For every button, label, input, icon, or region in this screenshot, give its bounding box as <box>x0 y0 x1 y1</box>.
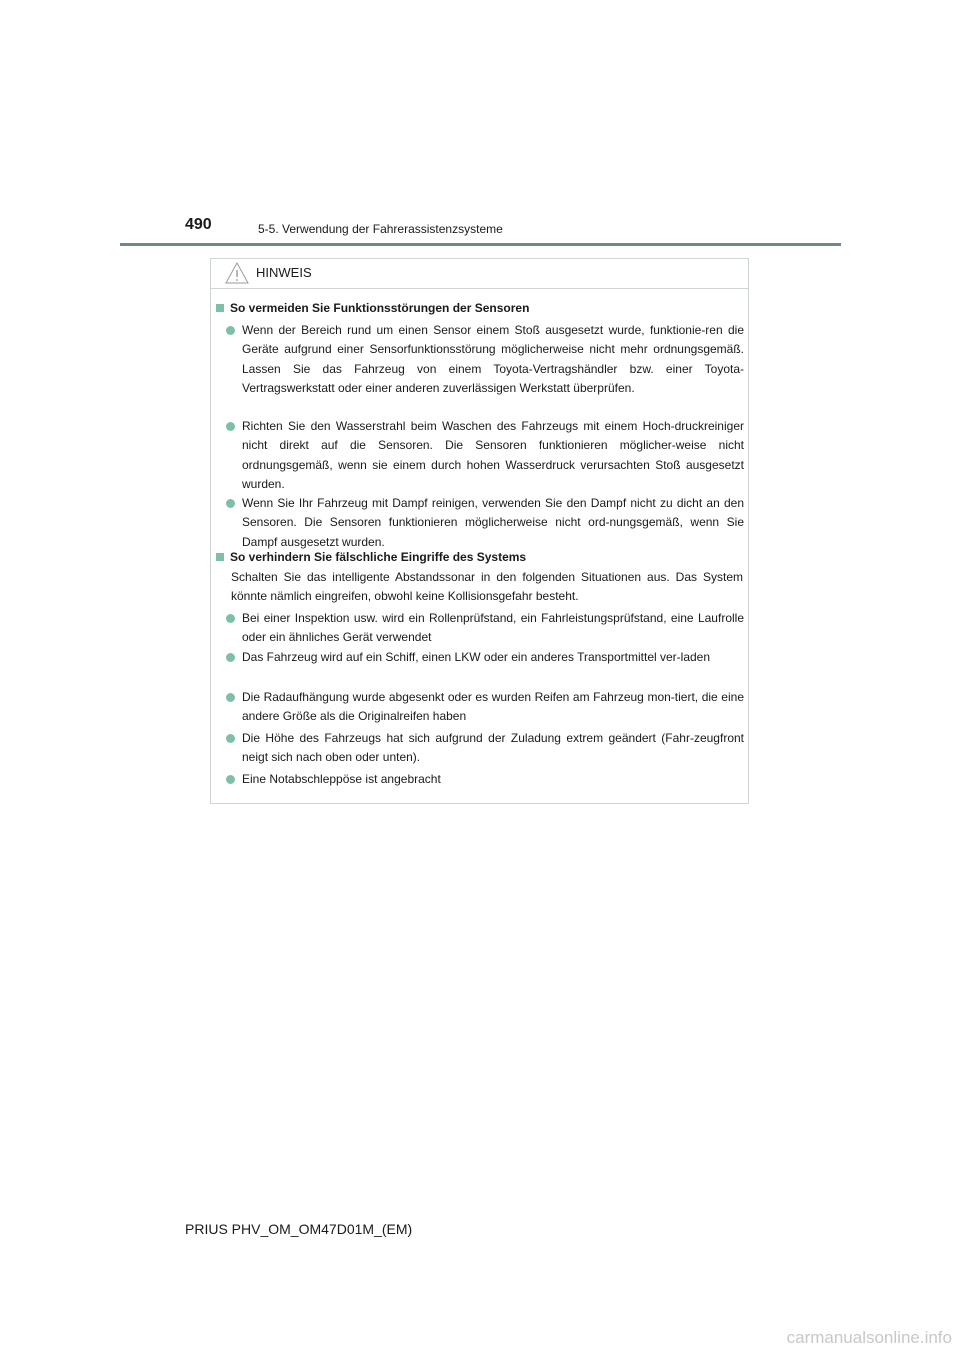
list-item: Das Fahrzeug wird auf ein Schiff, einen LKW oder ein anderes Transportmittel ver-laden <box>226 648 744 667</box>
header-divider <box>120 243 841 246</box>
list-item: Eine Notabschleppöse ist angebracht <box>226 770 744 789</box>
topic-heading-sensor-malfunction: So vermeiden Sie Funktionsstörungen der Sensoren <box>216 299 529 318</box>
document-code: PRIUS PHV_OM_OM47D01M_(EM) <box>185 1221 413 1237</box>
section-title: 5-5. Verwendung der Fahrerassistenzsysteme <box>258 222 503 236</box>
square-bullet-icon <box>216 304 224 312</box>
round-bullet-icon <box>226 614 235 623</box>
list-item: Bei einer Inspektion usw. wird ein Rollenprüfstand, ein Fahrleistungsprüfstand, eine Laufrolle oder ein ähnliches Gerät verwendet <box>226 609 744 648</box>
notice-box <box>210 258 749 804</box>
list-item: Wenn der Bereich rund um einen Sensor einem Stoß ausgesetzt wurde, funktionie-ren die Geräte aufgrund einer Sensorfunktionsstörung möglicherweise nicht mehr ordnungsgemäß. Lassen Sie das Fahrzeug von einem Toyota-Vertragshändler bzw. einer Toyota-Vertragswerkstatt oder einer anderen zuverlässigen Werkstatt überprüfen. <box>226 321 744 398</box>
round-bullet-icon <box>226 499 235 508</box>
list-item: Wenn Sie Ihr Fahrzeug mit Dampf reinigen, verwenden Sie den Dampf nicht zu dicht an den Sensoren. Die Sensoren funktionieren möglicherweise nicht ord-nungsgemäß, wenn Sie Dampf ausgesetzt wurden. <box>226 494 744 552</box>
notice-header <box>211 259 748 289</box>
watermark: carmanualsonline.info <box>786 1328 952 1347</box>
topic-heading-false-interventions: So verhindern Sie fälschliche Eingriffe des Systems <box>216 548 526 567</box>
round-bullet-icon <box>226 775 235 784</box>
page-number: 490 <box>185 216 212 233</box>
warning-triangle-icon <box>225 261 249 285</box>
topic-intro: Schalten Sie das intelligente Abstandssonar in den folgenden Situationen aus. Das System könnte nämlich eingreifen, obwohl keine Kollisionsgefahr besteht. <box>231 570 743 604</box>
round-bullet-icon <box>226 326 235 335</box>
round-bullet-icon <box>226 422 235 431</box>
notice-title: HINWEIS <box>256 265 312 280</box>
list-item: Die Höhe des Fahrzeugs hat sich aufgrund der Zuladung extrem geändert (Fahr-zeugfront neigt sich nach oben oder unten). <box>226 729 744 768</box>
round-bullet-icon <box>226 734 235 743</box>
page-header <box>0 0 960 250</box>
square-bullet-icon <box>216 553 224 561</box>
list-item: Richten Sie den Wasserstrahl beim Waschen des Fahrzeugs mit einem Hoch-druckreiniger nicht direkt auf die Sensoren. Die Sensoren funktionieren möglicher-weise nicht ordnungsgemäß, wenn sie einem durch hohen Wasserdruck verursachten Stoß ausgesetzt wurden. <box>226 417 744 494</box>
round-bullet-icon <box>226 653 235 662</box>
list-item: Die Radaufhängung wurde abgesenkt oder es wurden Reifen am Fahrzeug mon-tiert, die eine andere Größe als die Originalreifen haben <box>226 688 744 727</box>
round-bullet-icon <box>226 693 235 702</box>
